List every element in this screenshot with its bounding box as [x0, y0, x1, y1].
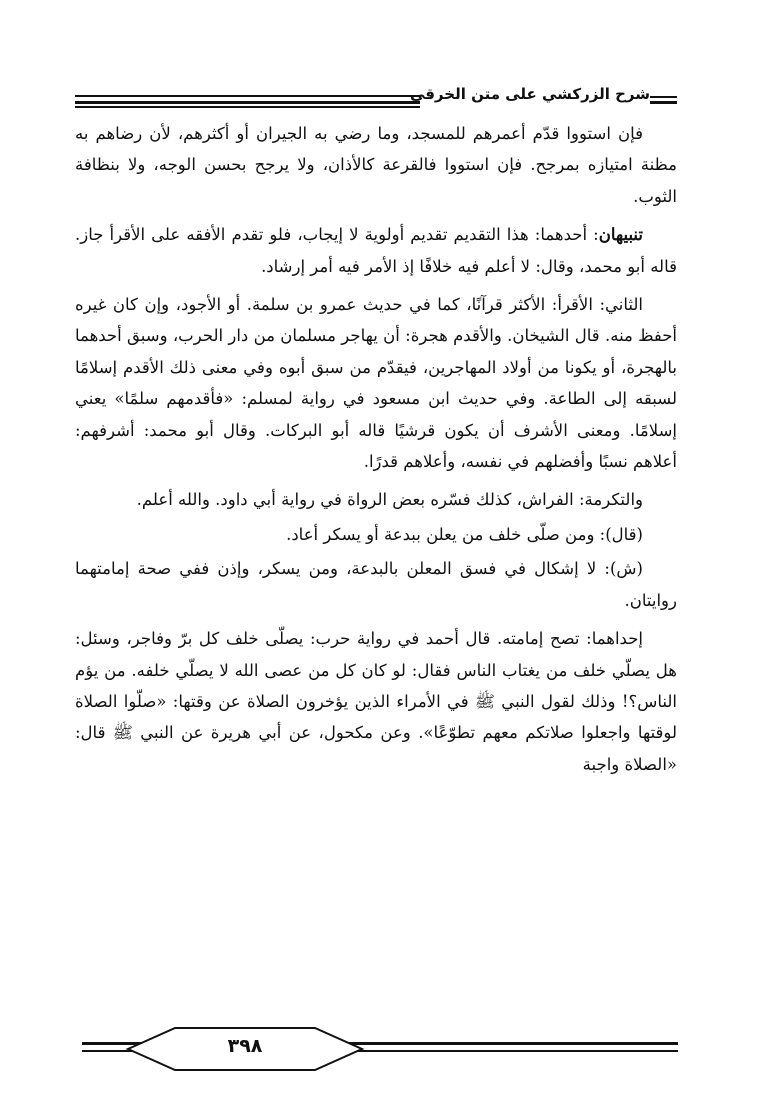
header-rule-mark: [650, 96, 677, 98]
paragraph: فإن استووا قدّم أعمرهم للمسجد، وما رضي به الجيران أو أكثرهم، لأن رضاهم به مظنة امتيازه بمرجح. فإن استووا فالقرعة كالأذان، ولا يرجح بحسن الوجه، ولا بنظافة الثوب.: [75, 124, 677, 206]
paragraph: (قال): ومن صلّى خلف من يعلن ببدعة أو يسكر أعاد.: [286, 524, 643, 544]
tanbihan-label: تنبيهان: [598, 225, 643, 245]
header-rule-mark: [650, 101, 677, 104]
header-rule: [75, 101, 420, 104]
page-body: [75, 118, 677, 780]
page-number: ٣٩٨: [227, 1035, 263, 1057]
paragraph-text: : أحدهما: هذا التقديم تقديم أولوية لا إيجاب، فلو تقدم الأفقه على الأقرأ جاز. قاله أبو محمد، وقال: لا أعلم فيه خلافًا إذ الأمر فيه أمر إرشاد.: [75, 225, 677, 276]
running-title: شرح الزركشي على متن الخرقي: [409, 85, 650, 103]
header-rule: [75, 95, 420, 97]
footer-rule: [330, 1042, 678, 1045]
paragraph: (ش): لا إشكال في فسق المعلن بالبدعة، ومن يسكر، وإذن ففي صحة إمامتهما روايتان.: [75, 559, 677, 610]
paragraph: الثاني: الأقرأ: الأكثر قرآنًا، كما في حديث عمرو بن سلمة. أو الأجود، وإن كان غيره أحفظ منه. قال الشيخان. والأقدم هجرة: أن يهاجر مسلمان من دار الحرب، وسبق أحدهما بالهجرة، أو يكونا من أولاد المهاجرين، فيقدّم من سبق أبوه وفي معنى ذلك الأقدم إسلامًا لسبقه إلى الطاعة. وفي حديث ابن مسعود في رواية لمسلم: «فأقدمهم سلمًا» يعني إسلامًا. ومعنى الأشرف أن يكون قرشيًا قاله أبو البركات. وقال أبو محمد: أشرفهم: أعلاهم نسبًا وأفضلهم في نفسه، وأعلاهم قدرًا.: [75, 295, 677, 472]
footer-rule: [330, 1050, 678, 1052]
paragraph: والتكرمة: الفراش، كذلك فسّره بعض الرواة في رواية أبي داود. والله أعلم.: [136, 490, 643, 510]
paragraph: [75, 219, 677, 282]
paragraph: إحداهما: تصح إمامته. قال أحمد في رواية حرب: يصلّى خلف كل برّ وفاجر، وسئل: هل يصلّي خلف من يغتاب الناس فقال: لو كان كل من عصى الله لا يصلّي خلفه. من يؤم الناس؟! وذلك لقول النبي ﷺ في الأمراء الذين يؤخرون الصلاة عن وقتها: «صلّوا الصلاة لوقتها واجعلوا صلاتكم معهم تطوّعًا». وعن مكحول، عن أبي هريرة عن النبي ﷺ قال: «الصلاة واجبة: [75, 629, 677, 774]
header-rule: [75, 106, 420, 108]
